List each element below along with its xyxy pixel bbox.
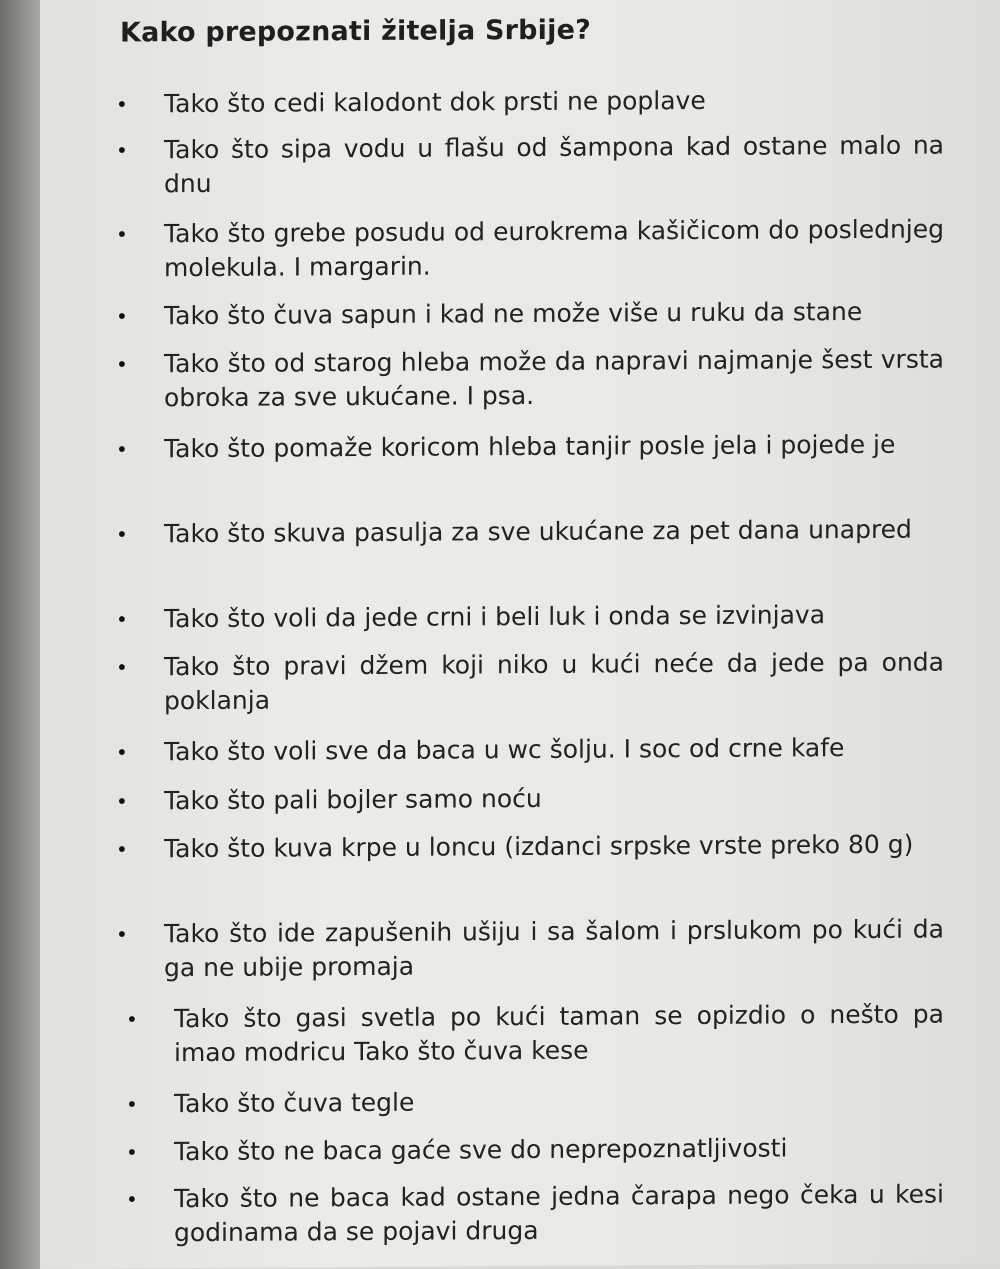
list-item <box>112 912 944 985</box>
page-title: Kako prepoznati žitelja Srbije? <box>120 14 591 49</box>
list-item-text: Tako što ide zapušenih ušiju i sa šalom i prslukom po kući da ga ne ubije promaja <box>164 914 944 983</box>
list-item-text: Tako što voli da jede crni i beli luk i onda se izvinjava <box>164 600 826 634</box>
list-item <box>122 1177 944 1250</box>
list-item <box>112 645 944 718</box>
bullet-icon: • <box>116 304 128 329</box>
bullet-icon: • <box>116 922 128 947</box>
list-item-text: Tako što cedi kalodont dok prsti ne poplave <box>164 85 706 119</box>
list-item <box>112 128 944 201</box>
bullet-icon: • <box>116 92 128 117</box>
list-item <box>112 779 944 818</box>
bullet-icon: • <box>116 437 128 462</box>
bullet-icon: • <box>116 522 128 547</box>
list-item <box>112 82 944 121</box>
bullet-icon: • <box>126 1007 138 1032</box>
bullet-icon: • <box>116 352 128 377</box>
list-item <box>112 512 944 551</box>
bullet-icon: • <box>126 1092 138 1117</box>
list-item <box>112 730 944 769</box>
list-item-text: Tako što od starog hleba može da napravi najmanje šest vrsta obroka za sve ukućane. I psa. <box>164 344 944 413</box>
list-item-text: Tako što voli sve da baca u wc šolju. I soc od crne kafe <box>164 733 845 767</box>
bullet-icon: • <box>116 789 128 814</box>
book-page <box>40 0 1000 1269</box>
list-item <box>112 342 944 415</box>
bullet-icon: • <box>126 1140 138 1165</box>
list-item <box>112 827 944 866</box>
bullet-icon: • <box>116 740 128 765</box>
list-item <box>112 597 944 636</box>
bullet-icon: • <box>116 138 128 163</box>
list-item <box>122 997 944 1070</box>
list-item-text: Tako što ne baca gaće sve do neprepoznatljivosti <box>174 1133 788 1167</box>
list-item <box>112 294 944 333</box>
bullet-icon: • <box>116 222 128 247</box>
list-item <box>112 427 944 466</box>
list-item-text: Tako što sipa vodu u flašu od šampona kad ostane malo na dnu <box>164 130 944 199</box>
list-item-text: Tako što ne baca kad ostane jedna čarapa nego čeka u kesi godinama da se pojavi druga <box>174 1179 944 1248</box>
list-item-text: Tako što pomaže koricom hleba tanjir posle jela i pojede je <box>164 429 896 464</box>
list-item-text: Tako što pravi džem koji niko u kući neće da jede pa onda poklanja <box>164 647 944 716</box>
list-item-text: Tako što kuva krpe u loncu (izdanci srpske vrste preko 80 g) <box>164 829 914 864</box>
bullet-icon: • <box>116 607 128 632</box>
list-item-text: Tako što skuva pasulja za sve ukućane za pet dana unapred <box>164 514 912 549</box>
list-item <box>122 1082 944 1121</box>
list-item-text: Tako što čuva tegle <box>174 1087 415 1119</box>
list-item-text: Tako što gasi svetla po kući taman se opizdio o nešto pa imao modricu Tako što čuva kese <box>174 999 944 1068</box>
list-item-text: Tako što čuva sapun i kad ne može više u ruku da stane <box>164 296 863 331</box>
bullet-icon: • <box>116 837 128 862</box>
bullet-icon: • <box>116 655 128 680</box>
bullet-icon: • <box>126 1187 138 1212</box>
list-item-text: Tako što pali bojler samo noću <box>164 783 542 816</box>
list-item <box>122 1130 944 1169</box>
list-item <box>112 212 944 285</box>
list-item-text: Tako što grebe posudu od eurokrema kašičicom do poslednjeg molekula. I margarin. <box>164 214 944 283</box>
bullet-list <box>112 83 944 1248</box>
